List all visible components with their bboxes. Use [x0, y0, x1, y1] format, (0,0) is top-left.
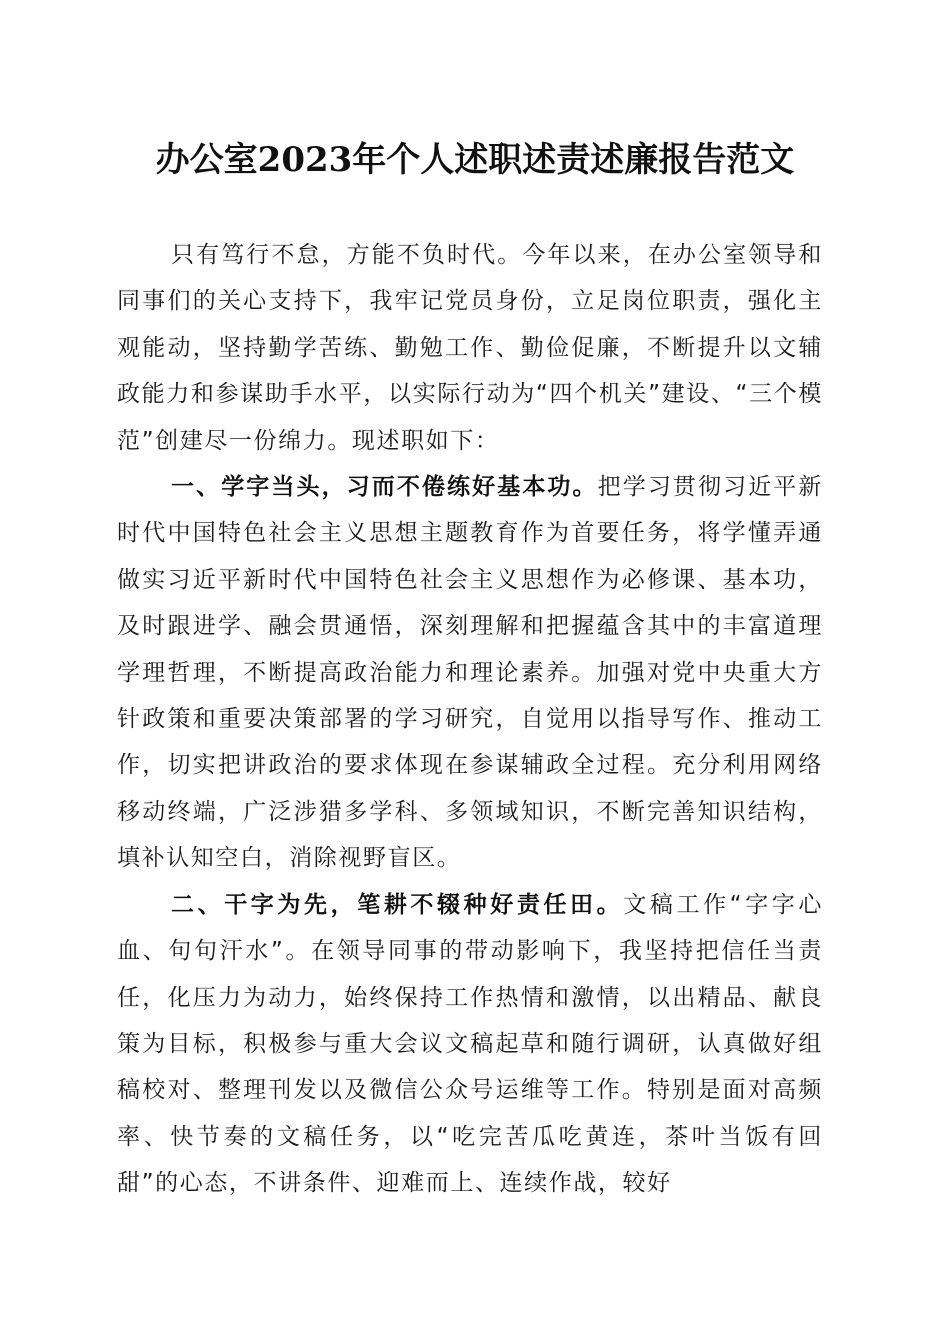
section-2-text: 文稿工作“字字心血、句句汗水”。在领导同事的带动影响下，我坚持把信任当责任，化压力为动力，始终保持工作热情和激情，以出精品、献良策为目标，积极参与重大会议文稿起草和随行调研，认真做好组稿校对、整理刊发以及微信公众号运维等工作。特别是面对高频率、快节奏的文稿任务，以“吃完苦瓜吃黄连，茶叶当饭有回甜”的心态，不讲条件、迎难而上、连续作战，较好	[117, 891, 824, 1197]
section-1-heading: 一、学字当头，习而不倦练好基本功。	[171, 474, 598, 501]
section-1-text: 把学习贯彻习近平新时代中国特色社会主义思想主题教育作为首要任务，将学懂弄通做实习近平新时代中国特色社会主义思想作为必修课、基本功，及时跟进学、融会贯通悟，深刻理解和把握蕴含其中的丰富道理学理哲理，不断提高政治能力和理论素养。加强对党中央重大方针政策和重要决策部署的学习研究，自觉用以指导写作、推动工作，切实把讲政治的要求体现在参谋辅政全过程。充分利用网络移动终端，广泛涉猎多学科、多领域知识，不断完善知识结构，填补认知空白，消除视野盲区。	[117, 474, 824, 872]
section-2-paragraph	[117, 882, 823, 1207]
section-1-paragraph	[117, 464, 823, 882]
document-title: 办公室2023年个人述职述责述廉报告范文	[155, 140, 795, 180]
document-body	[117, 232, 823, 1207]
intro-paragraph: 只有笃行不怠，方能不负时代。今年以来，在办公室领导和同事们的关心支持下，我牢记党员身份，立足岗位职责，强化主观能动，坚持勤学苦练、勤勉工作、勤俭促廉，不断提升以文辅政能力和参谋助手水平，以实际行动为“四个机关”建设、“三个模范”创建尽一份绵力。现述职如下：	[117, 242, 823, 454]
section-2-heading: 二、干字为先，笔耕不辍种好责任田。	[171, 891, 624, 918]
